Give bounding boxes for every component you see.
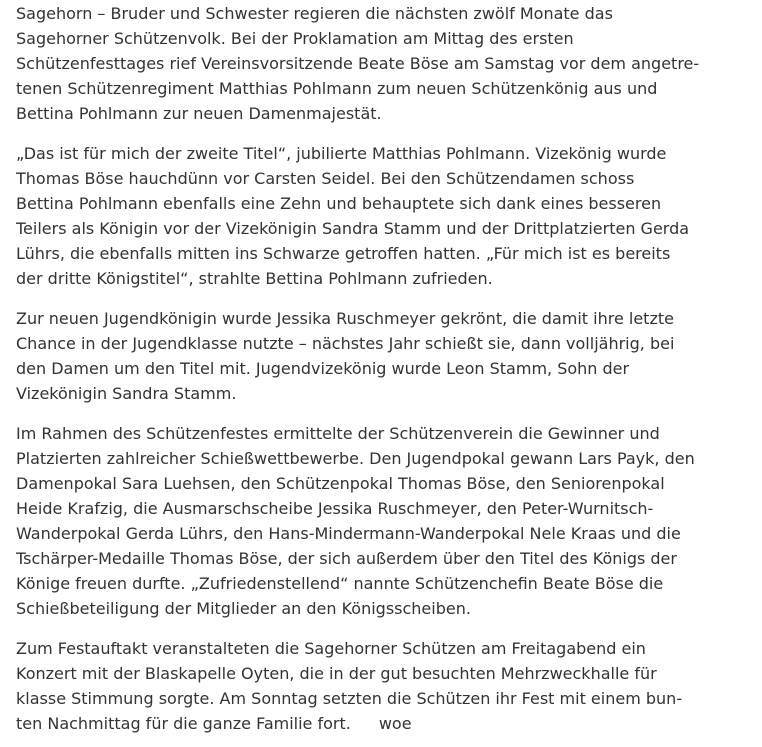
text-line: Damenpokal Sara Luehsen, den Schützenpokal Thomas Böse, den Seniorenpokal — [16, 474, 665, 493]
text-line: Wanderpokal Gerda Lührs, den Hans-Mindermann-Wanderpokal Nele Kraas und die — [16, 524, 681, 543]
text-line: Sagehorner Schützenvolk. Bei der Proklamation am Mittag des ersten — [16, 29, 574, 48]
text-line: Chance in der Jugendklasse nutzte – nächstes Jahr schießt sie, dann volljährig, bei — [16, 334, 675, 353]
text-line: Im Rahmen des Schützenfestes ermittelte der Schützenverein die Gewinner und — [16, 424, 660, 443]
text-line: ten Nachmittag für die ganze Familie fort. — [16, 714, 351, 733]
author-abbreviation: woe — [378, 714, 412, 733]
text-line: Sagehorn – Bruder und Schwester regieren die nächsten zwölf Monate das — [16, 4, 613, 23]
article-paragraph — [16, 141, 756, 291]
article-paragraph — [16, 306, 756, 406]
article-paragraph — [16, 636, 756, 736]
article-paragraph — [16, 1, 756, 126]
text-line: Schützenfesttages rief Vereinsvorsitzende Beate Böse am Samstag vor dem angetre- — [16, 54, 700, 73]
text-line: Teilers als Königin vor der Vizekönigin Sandra Stamm und der Drittplatzierten Gerda — [16, 219, 690, 238]
text-line: Thomas Böse hauchdünn vor Carsten Seidel. Bei den Schützendamen schoss — [16, 169, 635, 188]
text-line: Lührs, die ebenfalls mitten ins Schwarze getroffen hatten. „Für mich ist es bereits — [16, 244, 671, 263]
text-line: klasse Stimmung sorgte. Am Sonntag setzten die Schützen ihr Fest mit einem bun- — [16, 689, 683, 708]
text-line: Bettina Pohlmann zur neuen Damenmajestät. — [16, 104, 382, 123]
text-line: Heide Krafzig, die Ausmarschscheibe Jessika Ruschmeyer, den Peter-Wurnitsch- — [16, 499, 654, 518]
text-line: den Damen um den Titel mit. Jugendvizekönig wurde Leon Stamm, Sohn der — [16, 359, 630, 378]
text-line: „Das ist für mich der zweite Titel“, jubilierte Matthias Pohlmann. Vizekönig wurde — [16, 144, 667, 163]
text-line: Platzierten zahlreicher Schießwettbewerbe. Den Jugendpokal gewann Lars Payk, den — [16, 449, 695, 468]
text-line: Schießbeteiligung der Mitglieder an den Königsscheiben. — [16, 599, 471, 618]
text-line: Konzert mit der Blaskapelle Oyten, die in der gut besuchten Mehrzweckhalle für — [16, 664, 657, 683]
text-line: Könige freuen durfte. „Zufriedenstellend“ nannte Schützenchefin Beate Böse die — [16, 574, 664, 593]
text-line: der dritte Königstitel“, strahlte Bettina Pohlmann zufrieden. — [16, 269, 493, 288]
text-line: Zur neuen Jugendkönigin wurde Jessika Ruschmeyer gekrönt, die damit ihre letzte — [16, 309, 674, 328]
text-line: Bettina Pohlmann ebenfalls eine Zehn und behauptete sich dank eines besseren — [16, 194, 662, 213]
text-line: Zum Festauftakt veranstalteten die Sagehorner Schützen am Freitagabend ein — [16, 639, 646, 658]
text-line-last — [16, 711, 756, 736]
text-line: tenen Schützenregiment Matthias Pohlmann zum neuen Schützenkönig aus und — [16, 79, 658, 98]
text-line: Tschärper-Medaille Thomas Böse, der sich außerdem über den Titel des Königs der — [16, 549, 677, 568]
text-line: Vizekönigin Sandra Stamm. — [16, 384, 237, 403]
article-paragraph — [16, 421, 756, 621]
